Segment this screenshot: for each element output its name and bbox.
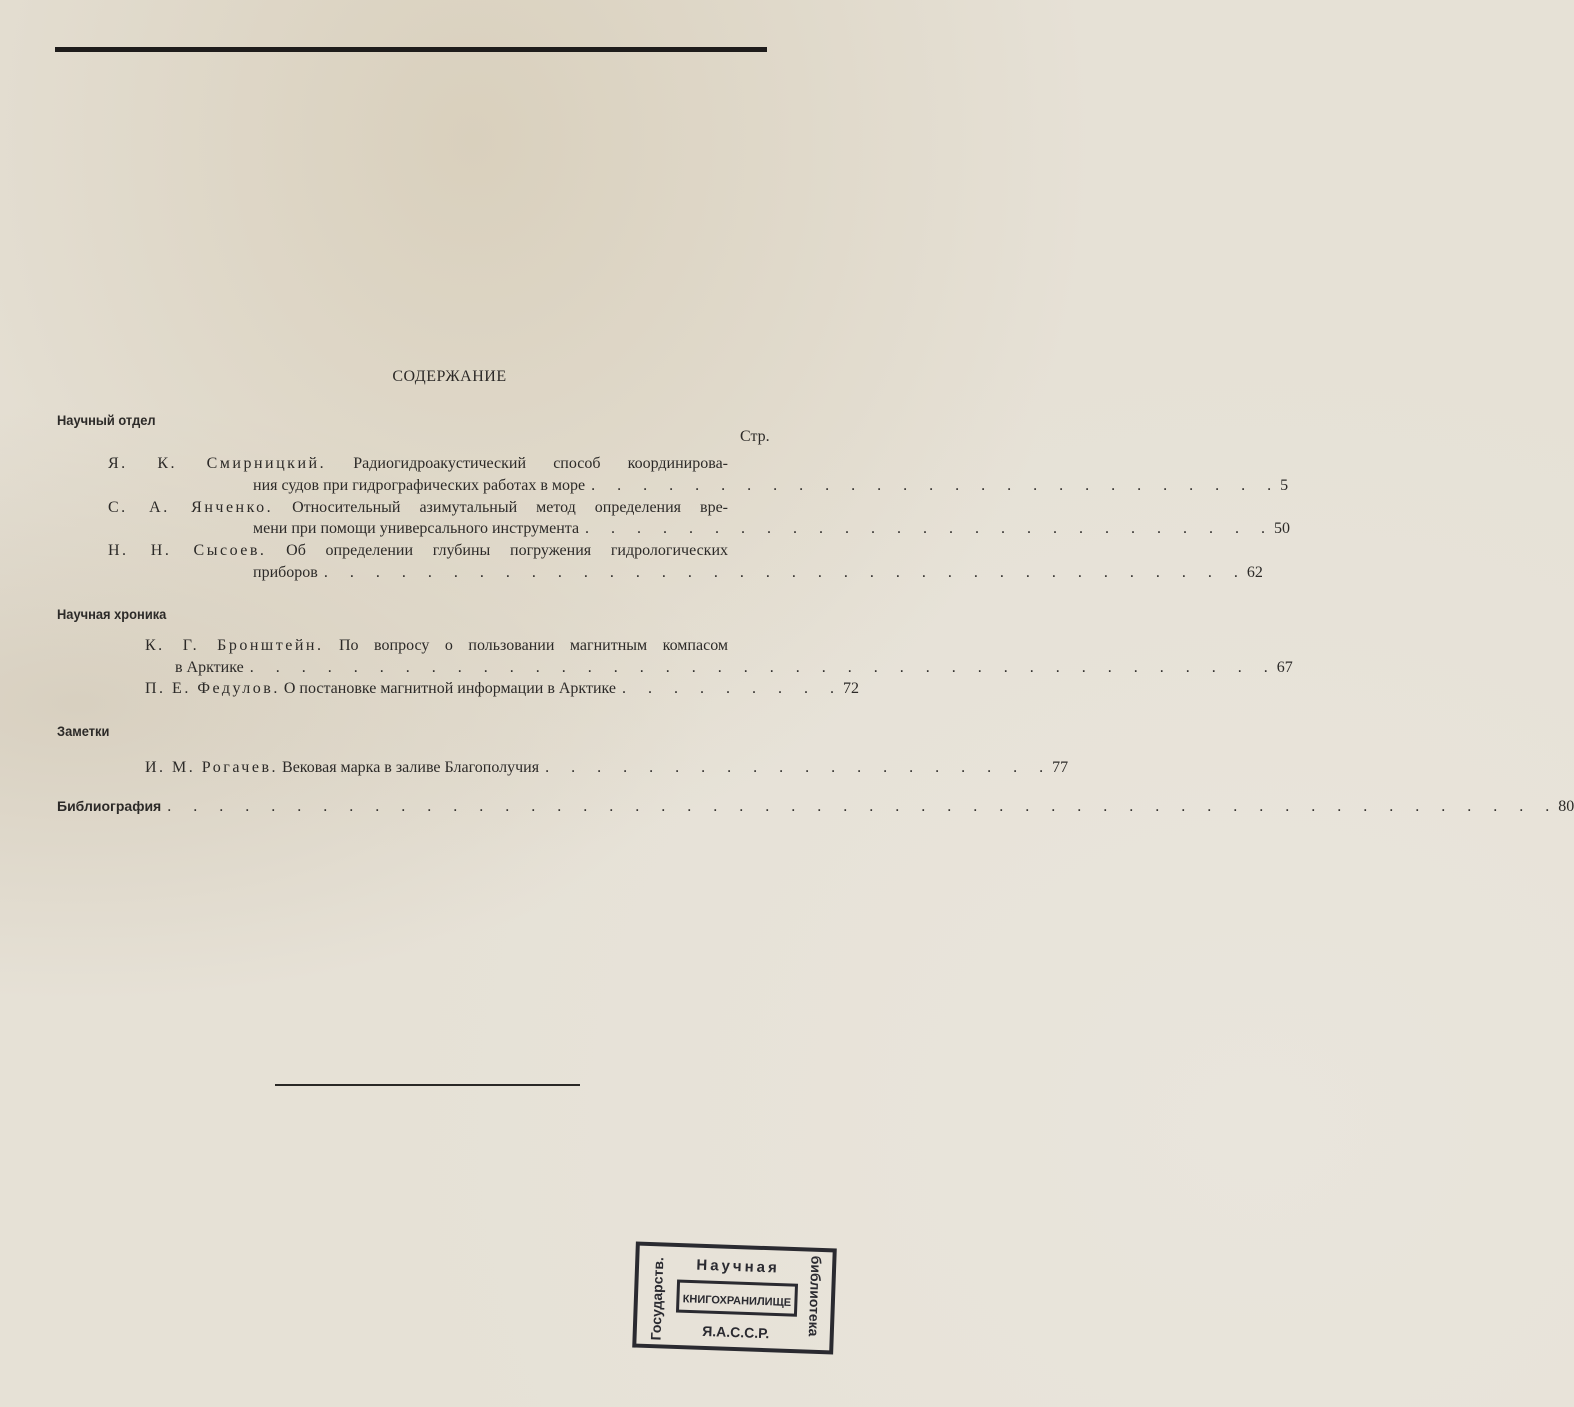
svg-text:Я.А.С.С.Р.: Я.А.С.С.Р. — [702, 1322, 770, 1342]
svg-text:Государств.: Государств. — [647, 1256, 667, 1341]
entry-author: Н. Н. Сысоев. — [108, 542, 267, 559]
entry-title: приборов — [253, 564, 318, 581]
bottom-rule — [275, 1084, 580, 1086]
section-heading: Научная хроника — [57, 606, 167, 622]
entry-page: 77 — [1052, 759, 1069, 776]
entry-page: 80 — [1558, 798, 1574, 815]
entry-title: Относительный азимутальный метод определения вре- — [292, 499, 729, 516]
toc-entry-line — [108, 499, 728, 519]
page-column-label: Стр. — [740, 428, 770, 445]
top-rule — [55, 47, 767, 52]
toc-entry-line[interactable]: в Арктике . . . . . . . . . . . . . . . . . . . . . . . . . . . . . . . . . . . . . . . . 67 — [175, 659, 1293, 676]
toc-entry-line[interactable]: мени при помощи универсального инструмента . . . . . . . . . . . . . . . . . . . . . . . . . . . 50 — [253, 520, 1291, 537]
svg-text:библиотека: библиотека — [805, 1255, 825, 1337]
svg-text:КНИГОХРАНИЛИЩЕ: КНИГОХРАНИЛИЩЕ — [682, 1293, 792, 1309]
toc-entry-line[interactable]: Библиография . . . . . . . . . . . . . . . . . . . . . . . . . . . . . . . . . . . . . . . . . . . . . . . . . . . . . . 80 — [57, 798, 1574, 815]
entry-author: К. Г. Бронштейн. — [145, 637, 324, 654]
entry-title: По вопросу о пользовании магнитным компасом — [338, 637, 729, 654]
entry-author: П. Е. Федулов. — [145, 680, 280, 697]
entry-title: Радиогидроакустический способ координирова- — [353, 455, 728, 472]
entry-title: Вековая марка в заливе Благополучия — [282, 759, 540, 776]
svg-text:Научная: Научная — [696, 1256, 781, 1277]
section-heading: Научный отдел — [57, 412, 156, 428]
entry-author: Я. К. Смирницкий. — [108, 455, 327, 472]
entry-author: И. М. Рогачев. — [145, 759, 279, 776]
entry-author: С. А. Янченко. — [108, 499, 274, 516]
toc-entry-line[interactable]: П. Е. Федулов. О постановке магнитной информации в Арктике . . . . . . . . . 72 — [145, 680, 860, 697]
toc-entry-line — [145, 637, 728, 657]
entry-page: 5 — [1280, 477, 1289, 494]
entry-title: Об определении глубины погружения гидрологических — [286, 542, 728, 559]
toc-entry-line[interactable]: ния судов при гидрографических работах в море . . . . . . . . . . . . . . . . . . . . . . . . . . . 5 — [253, 477, 1289, 494]
toc-entry-line — [108, 542, 728, 562]
entry-title: ния судов при гидрографических работах в море — [253, 477, 586, 494]
entry-title: в Арктике — [175, 659, 244, 676]
toc-entry-line — [108, 455, 728, 475]
section-heading: Заметки — [57, 723, 110, 739]
entry-title: мени при помощи универсального инструмента — [253, 520, 580, 537]
entry-page: 67 — [1276, 659, 1293, 676]
entry-page: 72 — [843, 680, 860, 697]
toc-entry-line[interactable]: приборов . . . . . . . . . . . . . . . . . . . . . . . . . . . . . . . . . . . . 62 — [253, 564, 1263, 581]
toc-entry-line[interactable]: И. М. Рогачев. Вековая марка в заливе Благополучия . . . . . . . . . . . . . . . . . . . . 77 — [145, 759, 1069, 776]
page-title: СОДЕРЖАНИЕ — [392, 368, 507, 385]
entry-title: О постановке магнитной информации в Арктике — [283, 680, 617, 697]
entry-page: 62 — [1246, 564, 1263, 581]
section-heading: Библиография — [57, 798, 162, 814]
entry-page: 50 — [1274, 520, 1291, 537]
library-stamp — [630, 1239, 839, 1356]
